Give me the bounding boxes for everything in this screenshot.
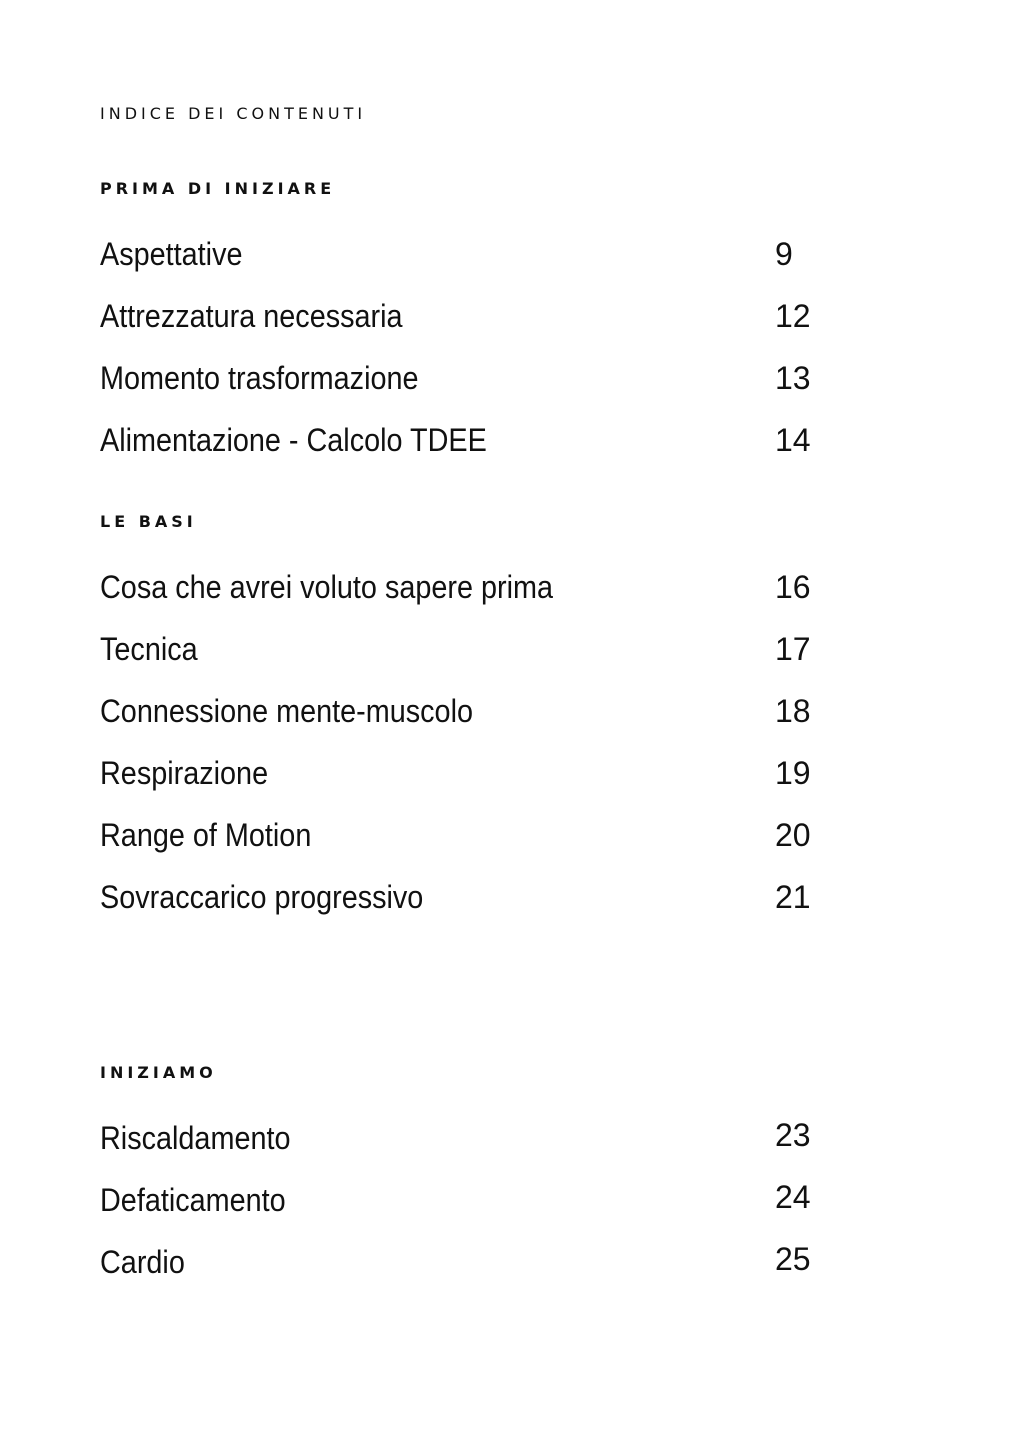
toc-entry-title: Connessione mente-muscolo <box>100 693 473 729</box>
toc-entry-respirazione[interactable] <box>100 751 840 795</box>
section-heading-prima-di-iniziare: PRIMA DI INIZIARE <box>100 179 336 198</box>
toc-entry-page-number: 19 <box>775 755 811 791</box>
toc-entry-page-number: 21 <box>775 879 811 915</box>
toc-entry-page-number: 14 <box>775 422 811 458</box>
toc-entry-title: Tecnica <box>100 631 198 667</box>
toc-entry-title: Riscaldamento <box>100 1120 291 1156</box>
toc-entry-tecnica[interactable] <box>100 627 840 671</box>
toc-entry-title: Momento trasformazione <box>100 360 419 396</box>
toc-entry-page-number: 18 <box>775 693 811 729</box>
toc-entry-title: Respirazione <box>100 755 269 791</box>
toc-entry-page-number: 23 <box>775 1117 811 1153</box>
section-heading-le-basi: LE BASI <box>100 512 197 531</box>
toc-entry-title: Sovraccarico progressivo <box>100 879 424 915</box>
toc-entry-title: Range of Motion <box>100 817 312 853</box>
toc-entry-riscaldamento[interactable] <box>100 1116 840 1160</box>
toc-entry-page-number: 24 <box>775 1179 811 1215</box>
toc-entry-page-number: 16 <box>775 569 811 605</box>
toc-entry-momento-trasformazione[interactable] <box>100 356 840 400</box>
toc-entry-connessione-mente-muscolo[interactable] <box>100 689 840 733</box>
toc-entry-range-of-motion[interactable] <box>100 813 840 857</box>
toc-entry-cosa-che-avrei-voluto-sapere-prima[interactable] <box>100 565 840 609</box>
toc-entry-page-number: 9 <box>775 236 793 272</box>
toc-entry-aspettative[interactable] <box>100 232 840 276</box>
toc-entry-page-number: 20 <box>775 817 811 853</box>
toc-entry-title: Cosa che avrei voluto sapere prima <box>100 569 554 605</box>
toc-entry-title: Aspettative <box>100 236 243 272</box>
toc-entry-page-number: 13 <box>775 360 811 396</box>
toc-entry-title: Attrezzatura necessaria <box>100 298 403 334</box>
section-heading-iniziamo: INIZIAMO <box>100 1063 217 1082</box>
toc-entry-page-number: 12 <box>775 298 811 334</box>
toc-entry-cardio[interactable] <box>100 1240 840 1284</box>
toc-entry-page-number: 17 <box>775 631 811 667</box>
toc-entry-page-number: 25 <box>775 1241 811 1277</box>
toc-entry-title: Defaticamento <box>100 1182 286 1218</box>
toc-entry-defaticamento[interactable] <box>100 1178 840 1222</box>
toc-entry-title: Cardio <box>100 1244 185 1280</box>
page-title: INDICE DEI CONTENUTI <box>100 104 367 123</box>
toc-entry-attrezzatura-necessaria[interactable] <box>100 294 840 338</box>
toc-entry-sovraccarico-progressivo[interactable] <box>100 875 840 919</box>
toc-entry-title: Alimentazione - Calcolo TDEE <box>100 422 487 458</box>
toc-entry-alimentazione-calcolo-tdee[interactable] <box>100 418 840 462</box>
